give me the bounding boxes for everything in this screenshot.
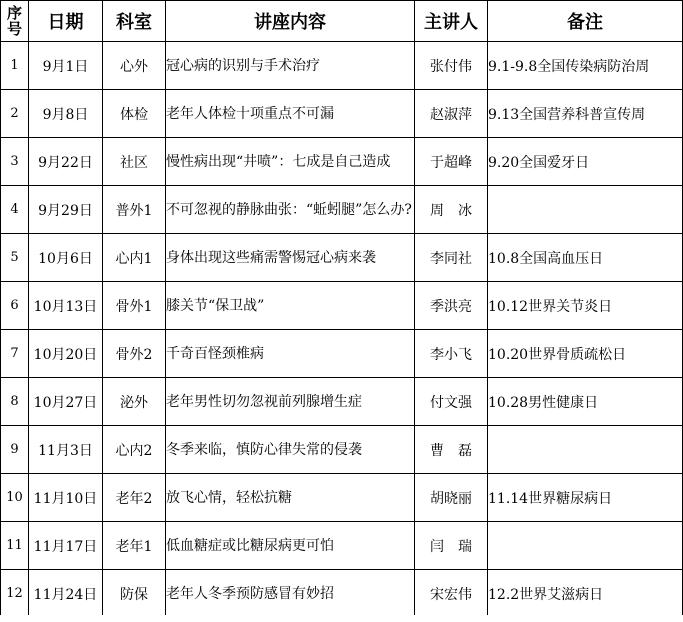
- table-row: [1, 330, 683, 378]
- cell-note: 12.2世界艾滋病日: [488, 570, 683, 618]
- cell-seq: 8: [1, 378, 29, 426]
- cell-dept: 骨外2: [103, 330, 166, 378]
- table-row: [1, 138, 683, 186]
- cell-seq: 5: [1, 234, 29, 282]
- cell-note: 11.14世界糖尿病日: [488, 474, 683, 522]
- cell-date: 9月22日: [29, 138, 103, 186]
- cell-speaker: 赵淑萍: [415, 90, 488, 138]
- cell-dept: 防保: [103, 570, 166, 618]
- cell-speaker: 宋宏伟: [415, 570, 488, 618]
- cell-topic: 冬季来临，慎防心律失常的侵袭: [166, 426, 415, 474]
- cell-topic: 老年人冬季预防感冒有妙招: [166, 570, 415, 618]
- cell-note: 10.28男性健康日: [488, 378, 683, 426]
- header-topic: 讲座内容: [166, 1, 415, 42]
- cell-date: 10月20日: [29, 330, 103, 378]
- cell-speaker: 张付伟: [415, 42, 488, 90]
- cell-dept: 骨外1: [103, 282, 166, 330]
- table-row: [1, 522, 683, 570]
- cell-dept: 心内1: [103, 234, 166, 282]
- cell-dept: 泌外: [103, 378, 166, 426]
- cell-seq: 6: [1, 282, 29, 330]
- table-row: [1, 90, 683, 138]
- cell-topic: 低血糖症或比糖尿病更可怕: [166, 522, 415, 570]
- cell-seq: 3: [1, 138, 29, 186]
- cell-dept: 老年1: [103, 522, 166, 570]
- table-row: [1, 42, 683, 90]
- cell-speaker: 付文强: [415, 378, 488, 426]
- cell-seq: 11: [1, 522, 29, 570]
- cell-seq: 9: [1, 426, 29, 474]
- cell-dept: 心内2: [103, 426, 166, 474]
- cell-topic: 冠心病的识别与手术治疗: [166, 42, 415, 90]
- cell-date: 11月24日: [29, 570, 103, 618]
- cell-speaker: 周 冰: [415, 186, 488, 234]
- cell-dept: 社区: [103, 138, 166, 186]
- header-seq: 序 号: [1, 1, 29, 42]
- cell-date: 9月29日: [29, 186, 103, 234]
- cell-seq: 4: [1, 186, 29, 234]
- cell-note: [488, 186, 683, 234]
- cell-speaker: 闫 瑞: [415, 522, 488, 570]
- table-row: [1, 234, 683, 282]
- cell-dept: 心外: [103, 42, 166, 90]
- cell-seq: 12: [1, 570, 29, 618]
- cell-speaker: 胡晓丽: [415, 474, 488, 522]
- cell-topic: 千奇百怪颈椎病: [166, 330, 415, 378]
- cell-note: 9.13全国营养科普宣传周: [488, 90, 683, 138]
- cell-note: 10.20世界骨质疏松日: [488, 330, 683, 378]
- cell-note: 9.1-9.8全国传染病防治周: [488, 42, 683, 90]
- header-row: [1, 1, 683, 42]
- bottom-strip: [0, 615, 683, 622]
- table-row: [1, 570, 683, 618]
- cell-speaker: 季洪亮: [415, 282, 488, 330]
- cell-date: 10月6日: [29, 234, 103, 282]
- cell-note: 9.20全国爱牙日: [488, 138, 683, 186]
- header-speaker: 主讲人: [415, 1, 488, 42]
- cell-date: 9月8日: [29, 90, 103, 138]
- cell-note: 10.12世界关节炎日: [488, 282, 683, 330]
- cell-seq: 1: [1, 42, 29, 90]
- cell-date: 11月17日: [29, 522, 103, 570]
- cell-topic: 身体出现这些痛需警惕冠心病来袭: [166, 234, 415, 282]
- cell-date: 9月1日: [29, 42, 103, 90]
- cell-topic: 老年男性切勿忽视前列腺增生症: [166, 378, 415, 426]
- cell-topic: 老年人体检十项重点不可漏: [166, 90, 415, 138]
- cell-topic: 慢性病出现“井喷”：七成是自己造成: [166, 138, 415, 186]
- cell-topic: 放飞心情，轻松抗糖: [166, 474, 415, 522]
- header-dept: 科室: [103, 1, 166, 42]
- cell-topic: 膝关节“保卫战”: [166, 282, 415, 330]
- cell-note: 10.8全国高血压日: [488, 234, 683, 282]
- cell-dept: 体检: [103, 90, 166, 138]
- header-note: 备注: [488, 1, 683, 42]
- cell-date: 11月3日: [29, 426, 103, 474]
- table-row: [1, 378, 683, 426]
- cell-seq: 2: [1, 90, 29, 138]
- table-row: [1, 282, 683, 330]
- table-row: [1, 474, 683, 522]
- header-date: 日期: [29, 1, 103, 42]
- table-row: [1, 186, 683, 234]
- cell-speaker: 于超峰: [415, 138, 488, 186]
- cell-dept: 老年2: [103, 474, 166, 522]
- cell-date: 10月13日: [29, 282, 103, 330]
- cell-date: 11月10日: [29, 474, 103, 522]
- cell-speaker: 曹 磊: [415, 426, 488, 474]
- cell-speaker: 李同社: [415, 234, 488, 282]
- cell-topic: 不可忽视的静脉曲张：“蚯蚓腿”怎么办?: [166, 186, 415, 234]
- cell-date: 10月27日: [29, 378, 103, 426]
- cell-note: [488, 522, 683, 570]
- cell-seq: 7: [1, 330, 29, 378]
- cell-seq: 10: [1, 474, 29, 522]
- table-row: [1, 426, 683, 474]
- cell-speaker: 李小飞: [415, 330, 488, 378]
- cell-dept: 普外1: [103, 186, 166, 234]
- cell-note: [488, 426, 683, 474]
